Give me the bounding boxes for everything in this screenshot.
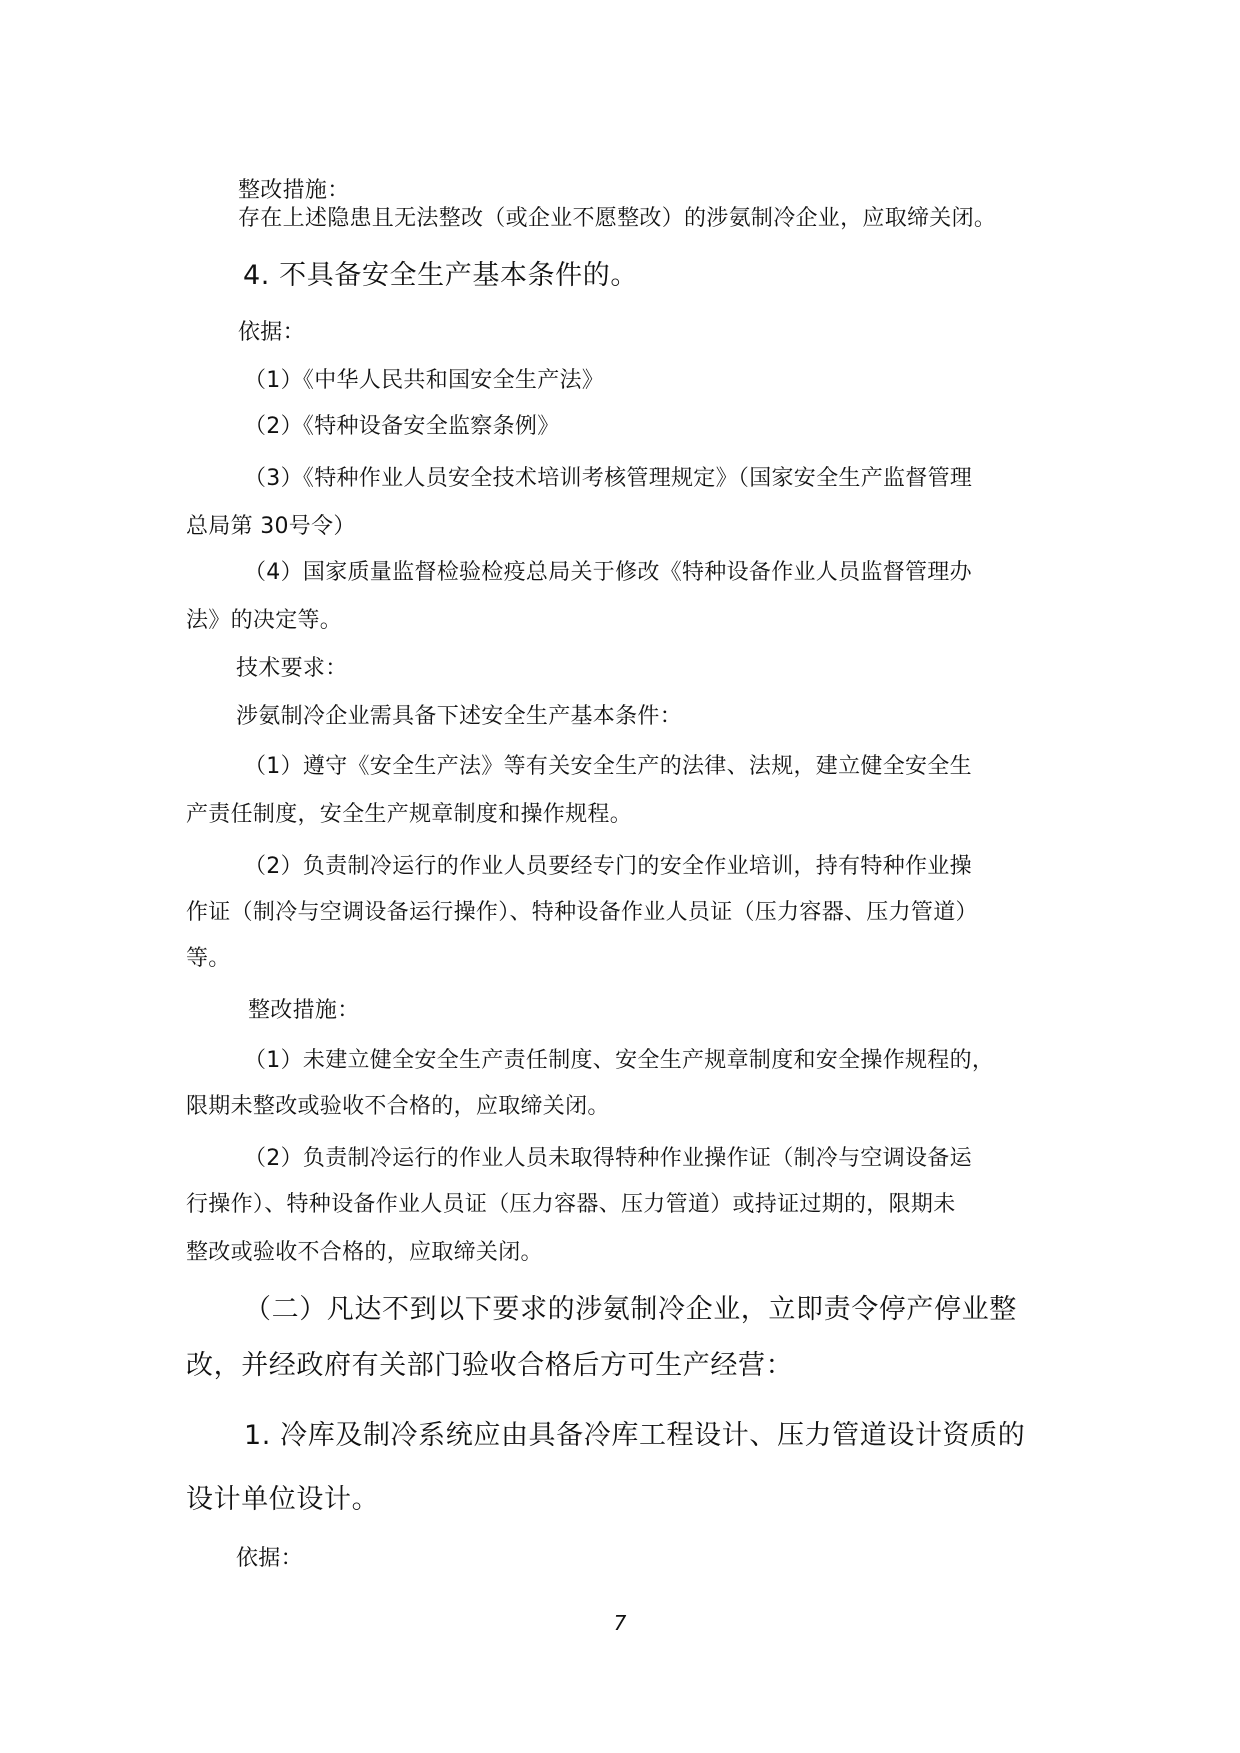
measure-item-2: （2）负责制冷运行的作业人员未取得特种作业操作证（制冷与空调设备运 xyxy=(244,1146,972,1171)
measure-item-1-cont: 限期未整改或验收不合格的，应取缔关闭。 xyxy=(186,1094,610,1119)
basis-item-2: （2）《特种设备安全监察条例》 xyxy=(244,414,560,439)
requirement-item-1-cont: 产责任制度，安全生产规章制度和操作规程。 xyxy=(186,802,633,827)
section-item-1-cont: 设计单位设计。 xyxy=(186,1484,380,1515)
basis-item-4: （4）国家质量监督检验检疫总局关于修改《特种设备作业人员监督管理办 xyxy=(244,560,972,585)
requirement-item-1: （1）遵守《安全生产法》等有关安全生产的法律、法规，建立健全安全生 xyxy=(244,754,972,779)
requirement-item-2: （2）负责制冷运行的作业人员要经专门的安全作业培训，持有特种作业操 xyxy=(244,854,972,879)
section-heading-2-cont: 改，并经政府有关部门验收合格后方可生产经营： xyxy=(186,1350,794,1381)
section-heading-2: （二）凡达不到以下要求的涉氨制冷企业，立即责令停产停业整 xyxy=(244,1294,1017,1325)
measure-item-1: （1）未建立健全安全生产责任制度、安全生产规章制度和安全操作规程的， xyxy=(244,1048,995,1073)
measure-item-2-cont: 行操作）、特种设备作业人员证（压力容器、压力管道）或持证过期的，限期未 xyxy=(186,1192,956,1217)
measure-item-2-cont: 整改或验收不合格的，应取缔关闭。 xyxy=(186,1240,543,1265)
basis-item-1: （1）《中华人民共和国安全生产法》 xyxy=(244,368,605,393)
section-item-1: 1. 冷库及制冷系统应由具备冷库工程设计、压力管道设计资质的 xyxy=(244,1420,1026,1451)
page-number: 7 xyxy=(613,1611,627,1635)
basis-item-3: （3）《特种作业人员安全技术培训考核管理规定》（国家安全生产监督管理 xyxy=(244,466,973,491)
paragraph-line: 存在上述隐患且无法整改（或企业不愿整改）的涉氨制冷企业，应取缔关闭。 xyxy=(238,206,997,231)
basis-item-4-cont: 法》的决定等。 xyxy=(186,608,343,633)
requirement-item-2-cont: 等。 xyxy=(186,946,231,971)
section-heading-4: 4. 不具备安全生产基本条件的。 xyxy=(243,260,638,291)
heading-basis: 依据： xyxy=(236,1546,303,1571)
paragraph-line: 涉氨制冷企业需具备下述安全生产基本条件： xyxy=(236,704,683,729)
requirement-item-2-cont: 作证（制冷与空调设备运行操作）、特种设备作业人员证（压力容器、压力管道） xyxy=(186,900,978,925)
heading-rectification-measures: 整改措施： xyxy=(248,998,360,1023)
heading-basis: 依据： xyxy=(238,320,305,345)
heading-rectification-measures: 整改措施： xyxy=(238,178,350,203)
heading-technical-requirements: 技术要求： xyxy=(236,656,348,681)
basis-item-3-cont: 总局第 30号令） xyxy=(186,514,356,539)
